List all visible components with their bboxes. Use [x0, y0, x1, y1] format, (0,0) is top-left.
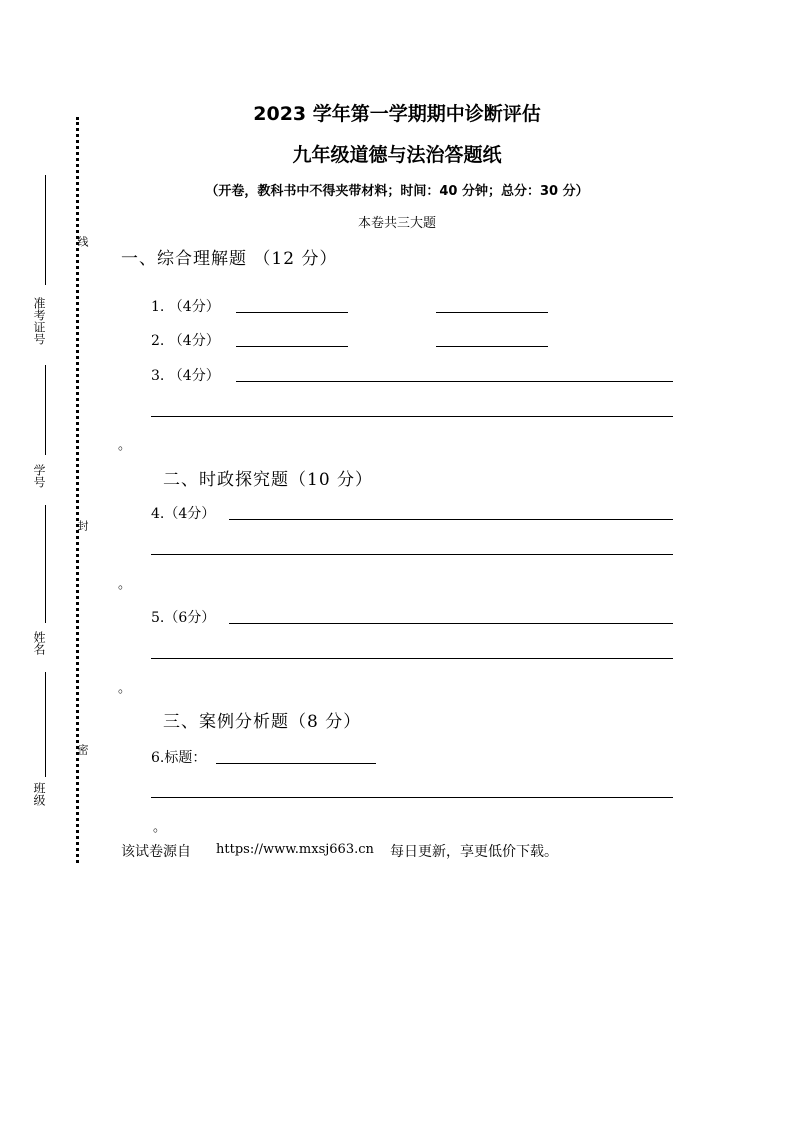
seal-mark-seal: 封: [76, 520, 89, 531]
section-1-heading: 一、综合理解题 （12 分）: [121, 249, 338, 269]
period-mark: 。: [118, 681, 132, 696]
footer-url-link[interactable]: https://www.mxsj663.cn: [216, 842, 374, 857]
question-3-label: 3. （4分）: [151, 368, 220, 384]
section-2-heading: 二、时政探究题（10 分）: [163, 470, 374, 490]
question-5-label: 5.（6分）: [151, 610, 216, 626]
period-mark: 。: [118, 438, 132, 453]
exam-summary: 本卷共三大题: [357, 216, 436, 231]
period-mark: 。: [153, 820, 167, 835]
question-4-label: 4.（4分）: [151, 506, 216, 522]
page-subtitle: 九年级道德与法治答题纸: [292, 144, 502, 166]
question-5-answer-line-1[interactable]: [229, 623, 673, 624]
question-1-answer-line-b[interactable]: [436, 312, 548, 313]
student-no-label: 学号: [32, 464, 46, 488]
question-2-answer-line-a[interactable]: [236, 346, 348, 347]
question-2-label: 2. （4分）: [151, 333, 220, 349]
class-label: 班级: [32, 782, 46, 806]
exam-note: （开卷，教科书中不得夹带材料；时间：40 分钟；总分：30 分）: [205, 184, 589, 199]
name-label: 姓名: [32, 631, 46, 655]
footer-suffix: 每日更新，享更低价下载。: [390, 844, 558, 860]
seal-mark-line: 线: [76, 236, 89, 247]
period-mark: 。: [118, 577, 132, 592]
section-3-heading: 三、案例分析题（8 分）: [163, 712, 362, 732]
question-1-answer-line-a[interactable]: [236, 312, 348, 313]
seal-mark-secret: 密: [76, 744, 89, 755]
question-3-answer-line-2[interactable]: [151, 416, 673, 417]
question-2-answer-line-b[interactable]: [436, 346, 548, 347]
question-6-label: 6.标题：: [151, 750, 207, 766]
name-writing-line: [45, 505, 46, 623]
exam-id-label: 准考证号: [32, 297, 46, 345]
question-3-answer-line-1[interactable]: [236, 381, 673, 382]
student-no-writing-line: [45, 365, 46, 455]
question-6-title-line[interactable]: [216, 763, 376, 764]
footer-prefix: 该试卷源自: [121, 844, 191, 860]
class-writing-line: [45, 672, 46, 777]
page-title: 2023 学年第一学期期中诊断评估: [253, 103, 541, 125]
question-4-answer-line-1[interactable]: [229, 519, 673, 520]
question-1-label: 1. （4分）: [151, 299, 220, 315]
question-6-answer-line[interactable]: [151, 797, 673, 798]
question-4-answer-line-2[interactable]: [151, 554, 673, 555]
question-5-answer-line-2[interactable]: [151, 658, 673, 659]
